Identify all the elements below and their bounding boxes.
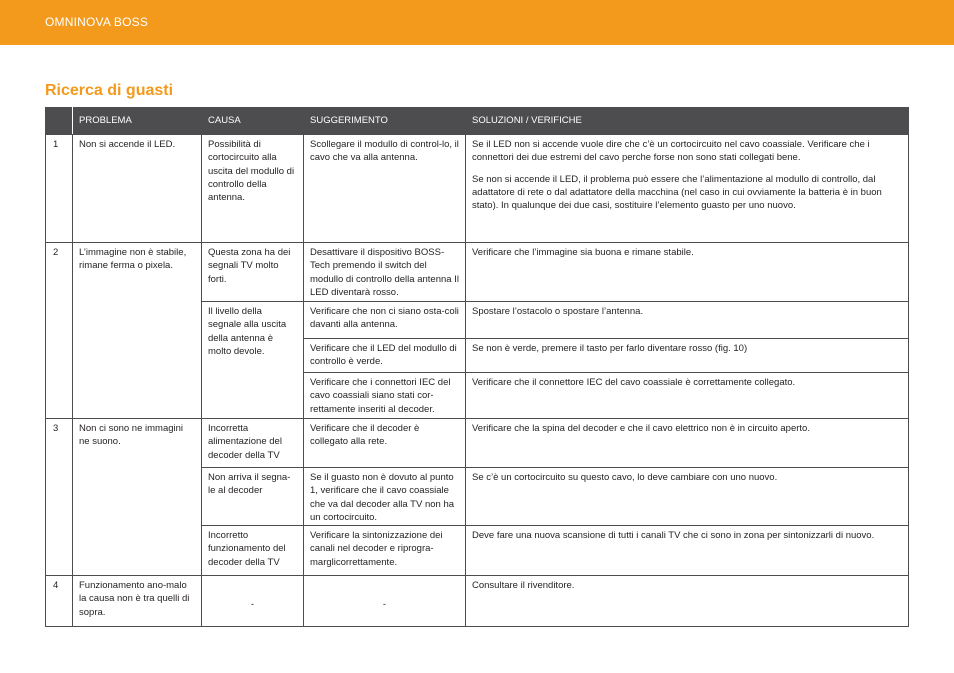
problem-cell: Funzionamento ano-malo la causa non è tra quelli di sopra. — [73, 576, 202, 627]
suggestion-cell: Verificare che non ci siano osta-coli davanti alla antenna. — [304, 302, 466, 339]
suggestion-cell: Scollegare il modullo di control-lo, il cavo che va alla antenna. — [304, 135, 466, 243]
table-row — [46, 576, 909, 627]
suggestion-cell: Verificare che il LED del modullo di controllo è verde. — [304, 339, 466, 373]
row-number: 1 — [46, 135, 73, 243]
brand-name: OMNINOVA BOSS — [45, 15, 149, 29]
row-number: 4 — [46, 576, 73, 627]
solution-cell: Verificare che l’immagine sia buona e rimane stabile. — [466, 243, 909, 302]
table-header-row — [46, 108, 909, 135]
page-title: Ricerca di guasti — [45, 82, 174, 99]
suggestion-cell: Verificare che il decoder è collegato alla rete. — [304, 419, 466, 468]
suggestion-cell: Se il guasto non è dovuto al punto 1, verificare che il cavo coassiale che va dal decoder alla TV non ha un cortocircuito. — [304, 468, 466, 526]
suggestion-cell: Verificare la sintonizzazione dei canali nel decoder e riprogra-marglicorrettamente. — [304, 526, 466, 576]
suggestion-cell: - — [304, 576, 466, 627]
solution-cell: Spostare l’ostacolo o spostare l’antenna. — [466, 302, 909, 339]
cause-cell: Incorretta alimentazione del decoder della TV — [202, 419, 304, 468]
header-bar — [0, 0, 954, 45]
row-number: 2 — [46, 243, 73, 419]
cause-cell: Incorretto funzionamento del decoder della TV — [202, 526, 304, 576]
table-row — [46, 419, 909, 468]
solution-cell: Verificare che la spina del decoder e che il cavo elettrico non è in circuito aperto. — [466, 419, 909, 468]
cause-cell: Non arriva il segna-le al decoder — [202, 468, 304, 526]
solution-cell: Consultare il rivenditore. — [466, 576, 909, 627]
header-cell-num — [46, 108, 73, 135]
cause-cell: - — [202, 576, 304, 627]
problem-cell: L’immagine non è stabile, rimane ferma o pixela. — [73, 243, 202, 419]
solution-paragraph: Se il LED non si accende vuole dire che c’è un cortocircuito nel cavo coassiale. Verificare che i connettori dei due estremi del cavo perche forse non sono stati collegati bene. — [472, 139, 870, 164]
solution-cell: Se non è verde, premere il tasto per farlo diventare rosso (fig. 10) — [466, 339, 909, 373]
cause-cell: Questa zona ha dei segnali TV molto forti. — [202, 243, 304, 302]
cause-cell: Il livello della segnale alla uscita della antenna è molto devole. — [202, 302, 304, 419]
header-cell-problema: PROBLEMA — [73, 108, 202, 135]
solution-paragraph: Se non si accende il LED, il problema può essere che l’alimentazione al modullo di controllo, dal adattatore di rete o dal adattatore della macchina (nel caso in cui ovviamente la batteria è in buon stato). In qualunque dei due casi, sostituire l’elemento guasto per uno nuovo. — [472, 173, 882, 212]
troubleshooting-table — [45, 107, 909, 627]
table-row — [46, 135, 909, 243]
solution-cell: Deve fare una nuova scansione di tutti i canali TV che ci sono in zona per sintonizzarli di nuovo. — [466, 526, 909, 576]
header-cell-suggerimento: SUGGERIMENTO — [304, 108, 466, 135]
problem-cell: Non si accende il LED. — [73, 135, 202, 243]
header-cell-causa: CAUSA — [202, 108, 304, 135]
header-cell-soluzioni: SOLUZIONI / VERIFICHE — [466, 108, 909, 135]
cause-cell: Possibilità di cortocircuito alla uscita del modullo di controllo della antenna. — [202, 135, 304, 243]
table-row — [46, 243, 909, 302]
solution-cell — [466, 135, 909, 243]
suggestion-cell: Verificare che i connettori IEC del cavo coassiali siano stati cor-rettamente inseriti al decoder. — [304, 373, 466, 419]
solution-cell: Verificare che il connettore IEC del cavo coassiale è correttamente collegato. — [466, 373, 909, 419]
suggestion-cell: Desattivare il dispositivo BOSS-Tech premendo il switch del modullo di controllo della antenna Il LED diventarà rosso. — [304, 243, 466, 302]
problem-cell: Non ci sono ne immagini ne suono. — [73, 419, 202, 576]
solution-cell: Se c’è un cortocircuito su questo cavo, lo deve cambiare con uno nuovo. — [466, 468, 909, 526]
row-number: 3 — [46, 419, 73, 576]
